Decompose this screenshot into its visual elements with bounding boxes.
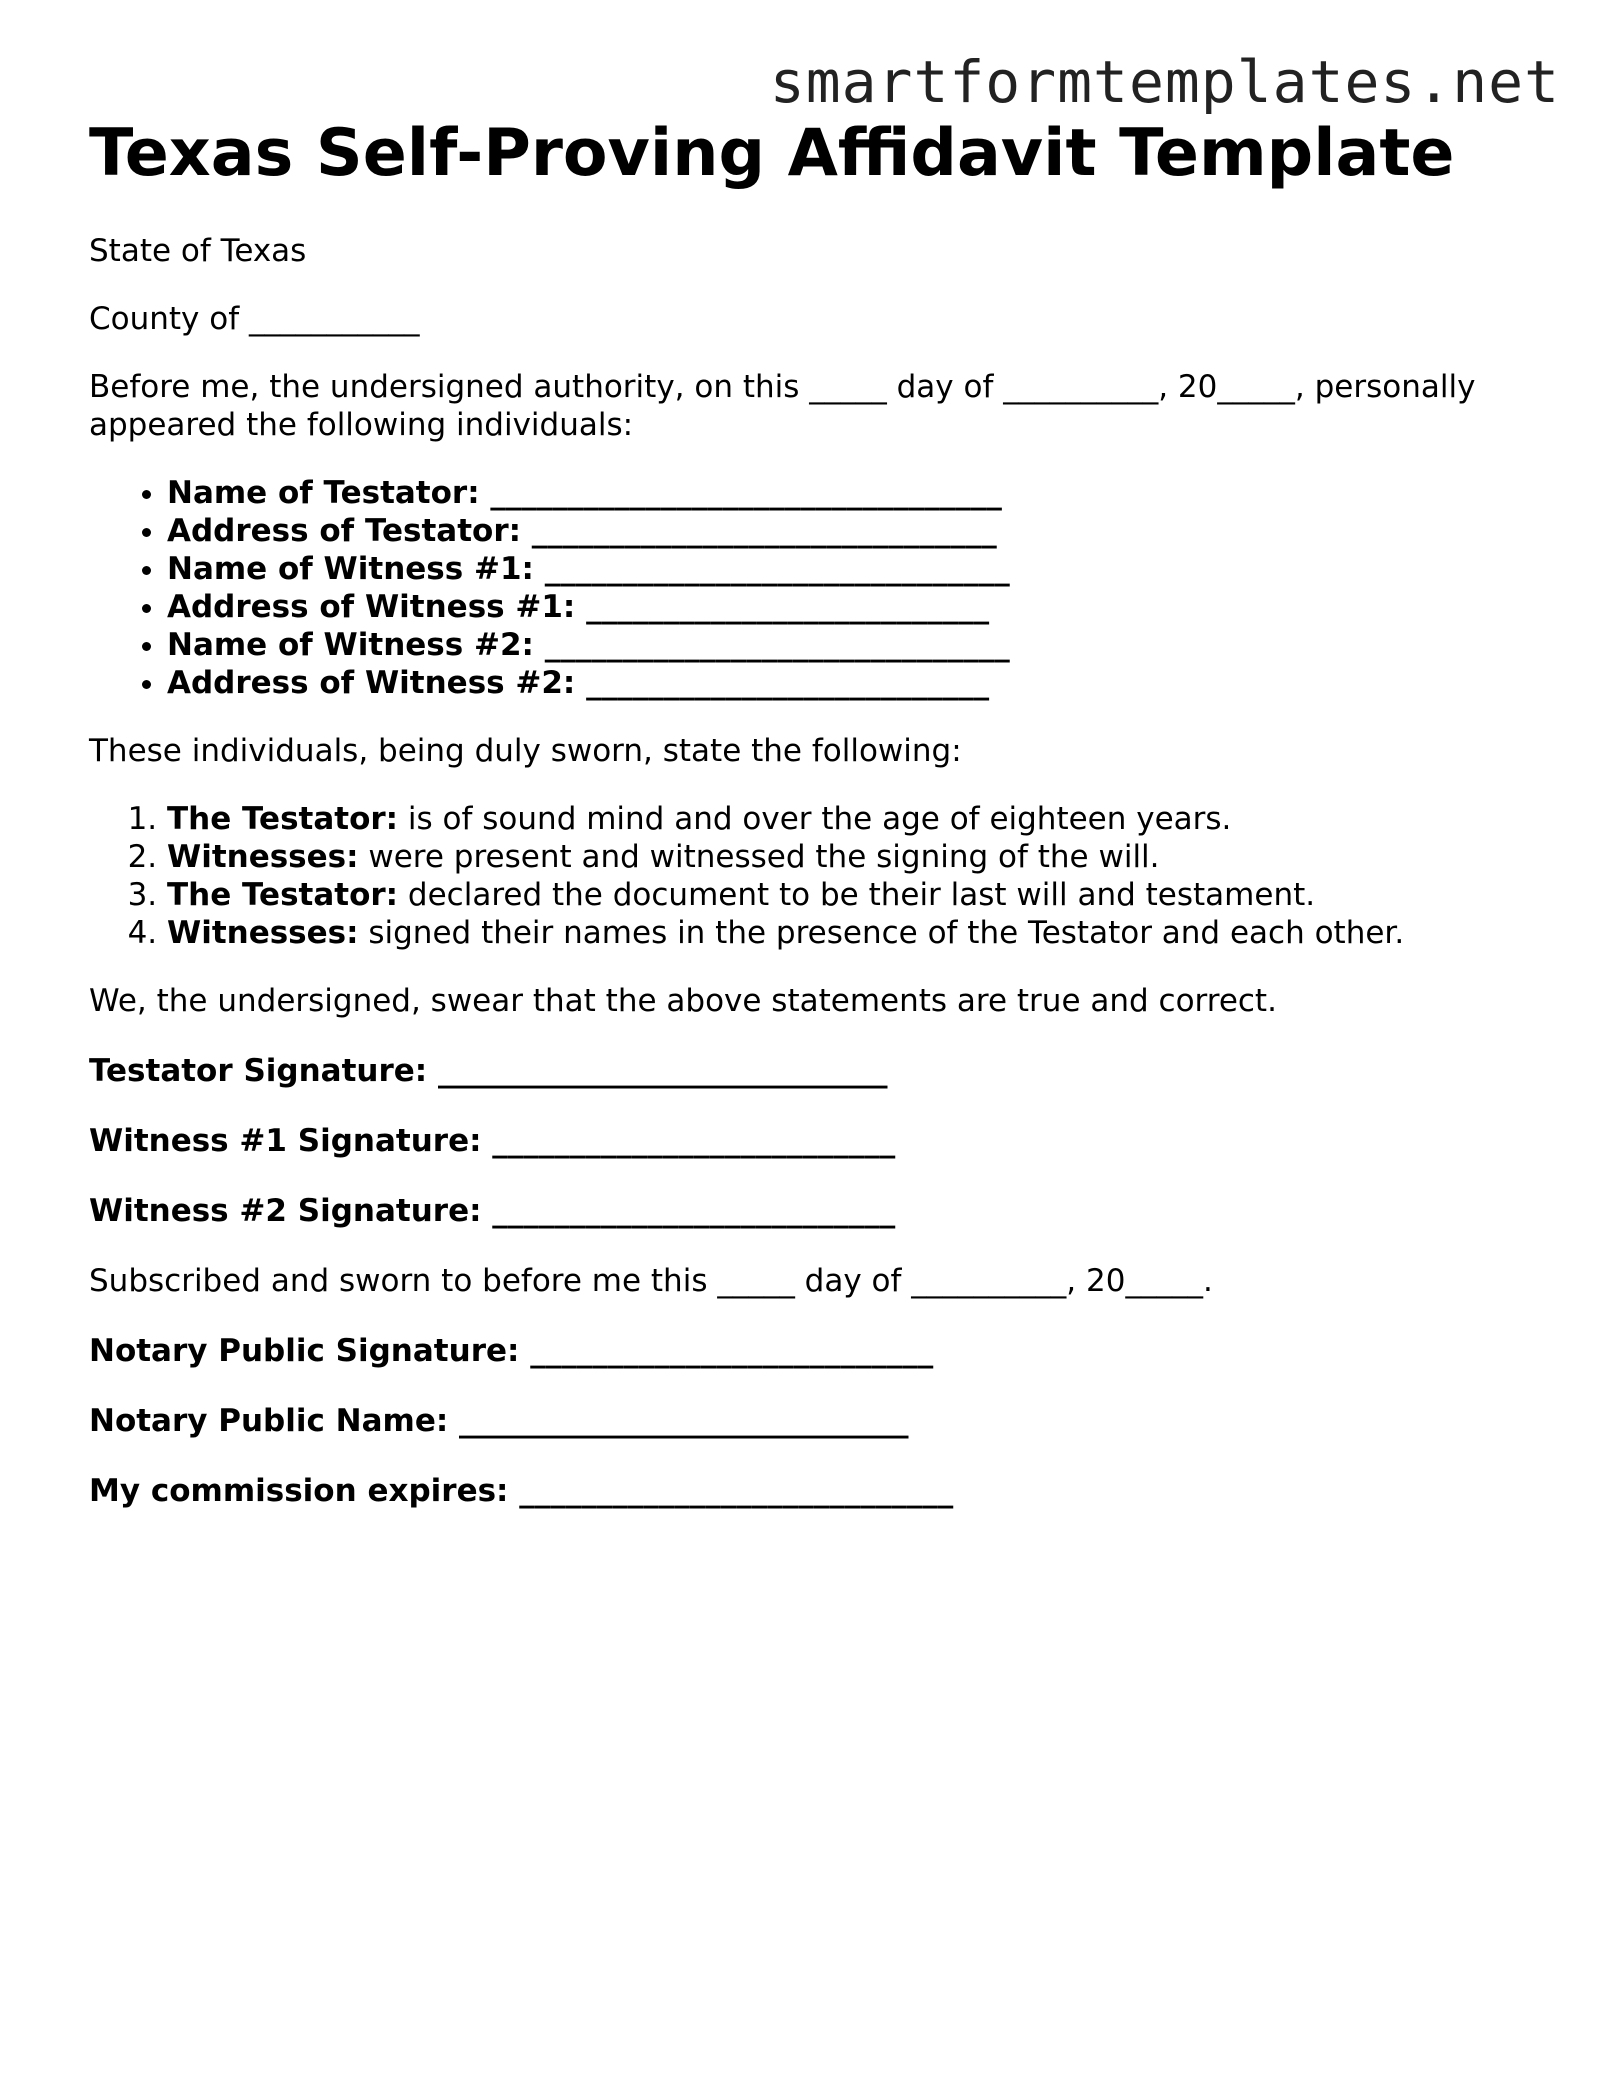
testator-signature-line: Testator Signature: _____________________________ — [89, 1053, 888, 1089]
statement-label: Witnesses: — [167, 839, 359, 875]
parties-list — [89, 474, 1529, 702]
statement-label: The Testator: — [167, 877, 399, 913]
statement-item — [167, 914, 1529, 952]
list-item-witness1-address: • Address of Witness #1: __________________________ — [167, 588, 1529, 626]
statement-label: The Testator: — [167, 801, 399, 837]
statements-list — [89, 800, 1529, 952]
affidavit-document — [89, 114, 1529, 1510]
statement-label: Witnesses: — [167, 915, 359, 951]
page-title: Texas Self-Proving Affidavit Template — [89, 116, 1455, 191]
swear-statement: We, the undersigned, swear that the above statements are true and correct. — [89, 983, 1277, 1019]
statement-item — [167, 876, 1529, 914]
subscribed-line: Subscribed and sworn to before me this _____ day of __________, 20_____. — [89, 1263, 1213, 1299]
witness2-signature-line: Witness #2 Signature: __________________________ — [89, 1193, 896, 1229]
statement-text: is of sound mind and over the age of eighteen years. — [398, 801, 1232, 837]
county-line: County of ___________ — [89, 301, 420, 337]
witness1-signature-line: Witness #1 Signature: __________________________ — [89, 1123, 896, 1159]
state-line: State of Texas — [89, 233, 307, 269]
list-item-witness2-name: • Name of Witness #2: ______________________________ — [167, 626, 1529, 664]
notary-signature-line: Notary Public Signature: __________________________ — [89, 1333, 934, 1369]
list-item-testator-name: • Name of Testator: _________________________________ — [167, 474, 1529, 512]
site-watermark: smartformtemplates.net — [769, 48, 1560, 116]
statement-item — [167, 800, 1529, 838]
sworn-intro: These individuals, being duly sworn, state the following: — [89, 733, 962, 769]
statement-text: were present and witnessed the signing of the will. — [358, 839, 1160, 875]
list-item-witness2-address: • Address of Witness #2: __________________________ — [167, 664, 1529, 702]
list-item-witness1-name: • Name of Witness #1: ______________________________ — [167, 550, 1529, 588]
statement-text: declared the document to be their last will and testament. — [398, 877, 1316, 913]
intro-paragraph: Before me, the undersigned authority, on this _____ day of __________, 20_____, personally appeared the following individuals: — [89, 369, 1476, 443]
statement-text: signed their names in the presence of the Testator and each other. — [358, 915, 1405, 951]
statement-item — [167, 838, 1529, 876]
notary-name-line: Notary Public Name: _____________________________ — [89, 1403, 909, 1439]
list-item-testator-address: • Address of Testator: ______________________________ — [167, 512, 1529, 550]
commission-expires-line: My commission expires: ____________________________ — [89, 1473, 954, 1509]
